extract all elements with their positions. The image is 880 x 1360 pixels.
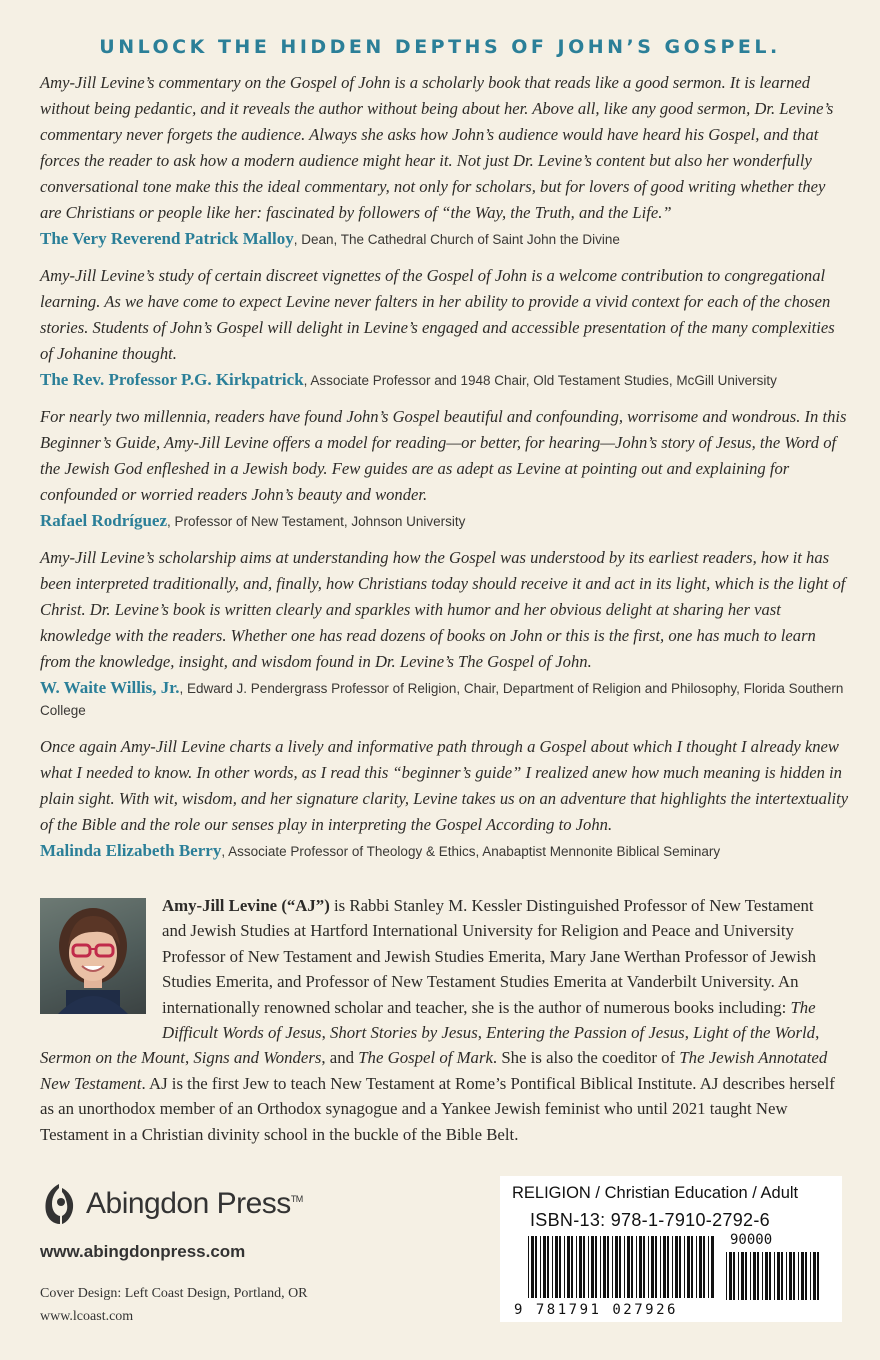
publisher-logo: Abingdon Press™ xyxy=(40,1182,303,1226)
endorsement-attribution: W. Waite Willis, Jr., Edward J. Pendergrass Professor of Religion, Chair, Department of Religion and Philosophy, Florida Southern College xyxy=(40,678,844,718)
endorsement-quote: Once again Amy-Jill Levine charts a lively and informative path through a Gospel about which I thought I already knew what I needed to know. In other words, as I read this “beginner’s guide” I realized anew how much meaning is hidden in plain sight. With wit, wisdom, and her signature clarity, Levine takes us on an adventure that highlights the intertextuality of the Bible and the role our senses play in interpreting the Gospel According to John. xyxy=(40,737,849,834)
publisher-website[interactable]: www.abingdonpress.com xyxy=(40,1242,246,1261)
endorsement-quote: Amy-Jill Levine’s study of certain discreet vignettes of the Gospel of John is a welcome contribution to congregational learning. As we have come to expect Levine never falters in her ability to provide a vivid context for each of the chosen stories. Students of John’s Gospel will delight in Levine’s engaged and accessible presentation of the many complexities of Johanine thought. xyxy=(40,266,835,363)
endorser-title: Edward J. Pendergrass Professor of Religion, Chair, Department of Religion and Philosophy, Florida Southern College xyxy=(40,681,844,718)
endorser-name: W. Waite Willis, Jr. xyxy=(40,678,180,697)
endorsements xyxy=(40,70,850,875)
endorser-name: The Very Reverend Patrick Malloy xyxy=(40,229,294,248)
cover-credits xyxy=(40,1282,308,1328)
endorser-name: Rafael Rodríguez xyxy=(40,511,168,530)
barcode-box xyxy=(500,1176,842,1322)
price-code: 90000 xyxy=(730,1232,773,1248)
cover-design-credit: Cover Design: Left Coast Design, Portland, OR xyxy=(40,1286,308,1301)
endorsement-quote: Amy-Jill Levine’s commentary on the Gospel of John is a scholarly book that reads like a good sermon. It is learned without being pedantic, and it reveals the author without being about her. Above all, like any good sermon, Dr. Levine’s commentary never forgets the audience. Always she asks how John’s audience would have heard his Gospel, and that forces the reader to ask how a modern audience might hear it. Not just Dr. Levine’s content but also her wonderfully conversational tone make this the ideal commentary, not only for scholars, but for lovers of good writing whether they are Christians or people like her: fascinated by followers of “the Way, the Truth, and the Life.” xyxy=(40,73,834,222)
endorser-title: Associate Professor and 1948 Chair, Old Testament Studies, McGill University xyxy=(310,373,777,388)
endorsement-quote: Amy-Jill Levine’s scholarship aims at understanding how the Gospel was understood by its earliest readers, how it has been interpreted traditionally, and, finally, how Christians today should receive it and act in its light, which is the light of Christ. Dr. Levine’s book is written clearly and sparkles with humor and her obvious delight at sharing her vast knowledge with the readers. Whether one has read dozens of books on John or this is the first, one has much to learn from the knowledge, insight, and wisdom found in Dr. Levine’s The Gospel of John. xyxy=(40,548,846,671)
headline: UNLOCK THE HIDDEN DEPTHS OF JOHN’S GOSPEL. xyxy=(99,36,781,58)
endorsement-quote: For nearly two millennia, readers have found John’s Gospel beautiful and confounding, worrisome and wondrous. In this Beginner’s Guide, Amy-Jill Levine offers a model for reading—or better, for hearing—John’s story of Jesus, the Word of the Jewish God enfleshed in a Jewish body. Few guides are as adept as Levine at pointing out and explaining for confounded or worried readers John’s beauty and wonder. xyxy=(40,407,847,504)
abingdon-logo-icon xyxy=(40,1182,78,1226)
endorsement-attribution: Rafael Rodríguez, Professor of New Testament, Johnson University xyxy=(40,511,466,530)
bisac-category: RELIGION / Christian Education / Adult xyxy=(512,1184,799,1202)
endorsement-attribution: Malinda Elizabeth Berry, Associate Professor of Theology & Ethics, Anabaptist Mennonite Biblical Seminary xyxy=(40,841,721,860)
endorsement xyxy=(40,404,850,533)
author-name: Amy-Jill Levine (“AJ”) xyxy=(162,896,330,915)
barcode-icon xyxy=(500,1176,842,1322)
endorsement xyxy=(40,263,850,392)
author-bio: Amy-Jill Levine (“AJ”) is Rabbi Stanley M. Kessler Distinguished Professor of New Testament and Jewish Studies at Hartford International University for Religion and Peace and University Professor of New Testament and Jewish Studies Emerita, Mary Jane Werthan Professor of Jewish Studies Emerita, and Professor of New Testament Studies Emerita at Vanderbilt University. An internationally renowned scholar and teacher, she is the author of numerous books including: The Difficult Words of Jesus, Short Stories by Jesus, Entering the Passion of Jesus, Light of the World, Sermon on the Mount, Signs and Wonders, and The Gospel of Mark. She is also the coeditor of The Jewish Annotated New Testament. AJ is the first Jew to teach New Testament at Rome’s Pontifical Biblical Institute. AJ describes herself as an unorthodox member of an Orthodox synagogue and a Yankee Jewish feminist who until 2021 taught New Testament in a Christian divinity school in the buckle of the Bible Belt. xyxy=(40,896,835,1144)
endorser-title: Associate Professor of Theology & Ethics, Anabaptist Mennonite Biblical Seminary xyxy=(228,844,721,859)
endorser-title: Professor of New Testament, Johnson University xyxy=(174,514,466,529)
endorsement-attribution: The Very Reverend Patrick Malloy, Dean, The Cathedral Church of Saint John the Divine xyxy=(40,229,620,248)
endorsement xyxy=(40,545,850,722)
endorser-name: The Rev. Professor P.G. Kirkpatrick xyxy=(40,370,304,389)
endorsement xyxy=(40,70,850,251)
endorser-name: Malinda Elizabeth Berry xyxy=(40,841,222,860)
publisher-name: Abingdon Press xyxy=(86,1187,291,1220)
endorser-title: Dean, The Cathedral Church of Saint John the Divine xyxy=(301,232,620,247)
endorsement-attribution: The Rev. Professor P.G. Kirkpatrick, Associate Professor and 1948 Chair, Old Testament Studies, McGill University xyxy=(40,370,777,389)
barcode-digits: 9 781791 027926 xyxy=(514,1302,678,1318)
endorsement xyxy=(40,734,850,863)
designer-website: www.lcoast.com xyxy=(40,1309,134,1324)
isbn: ISBN-13: 978-1-7910-2792-6 xyxy=(530,1210,770,1230)
